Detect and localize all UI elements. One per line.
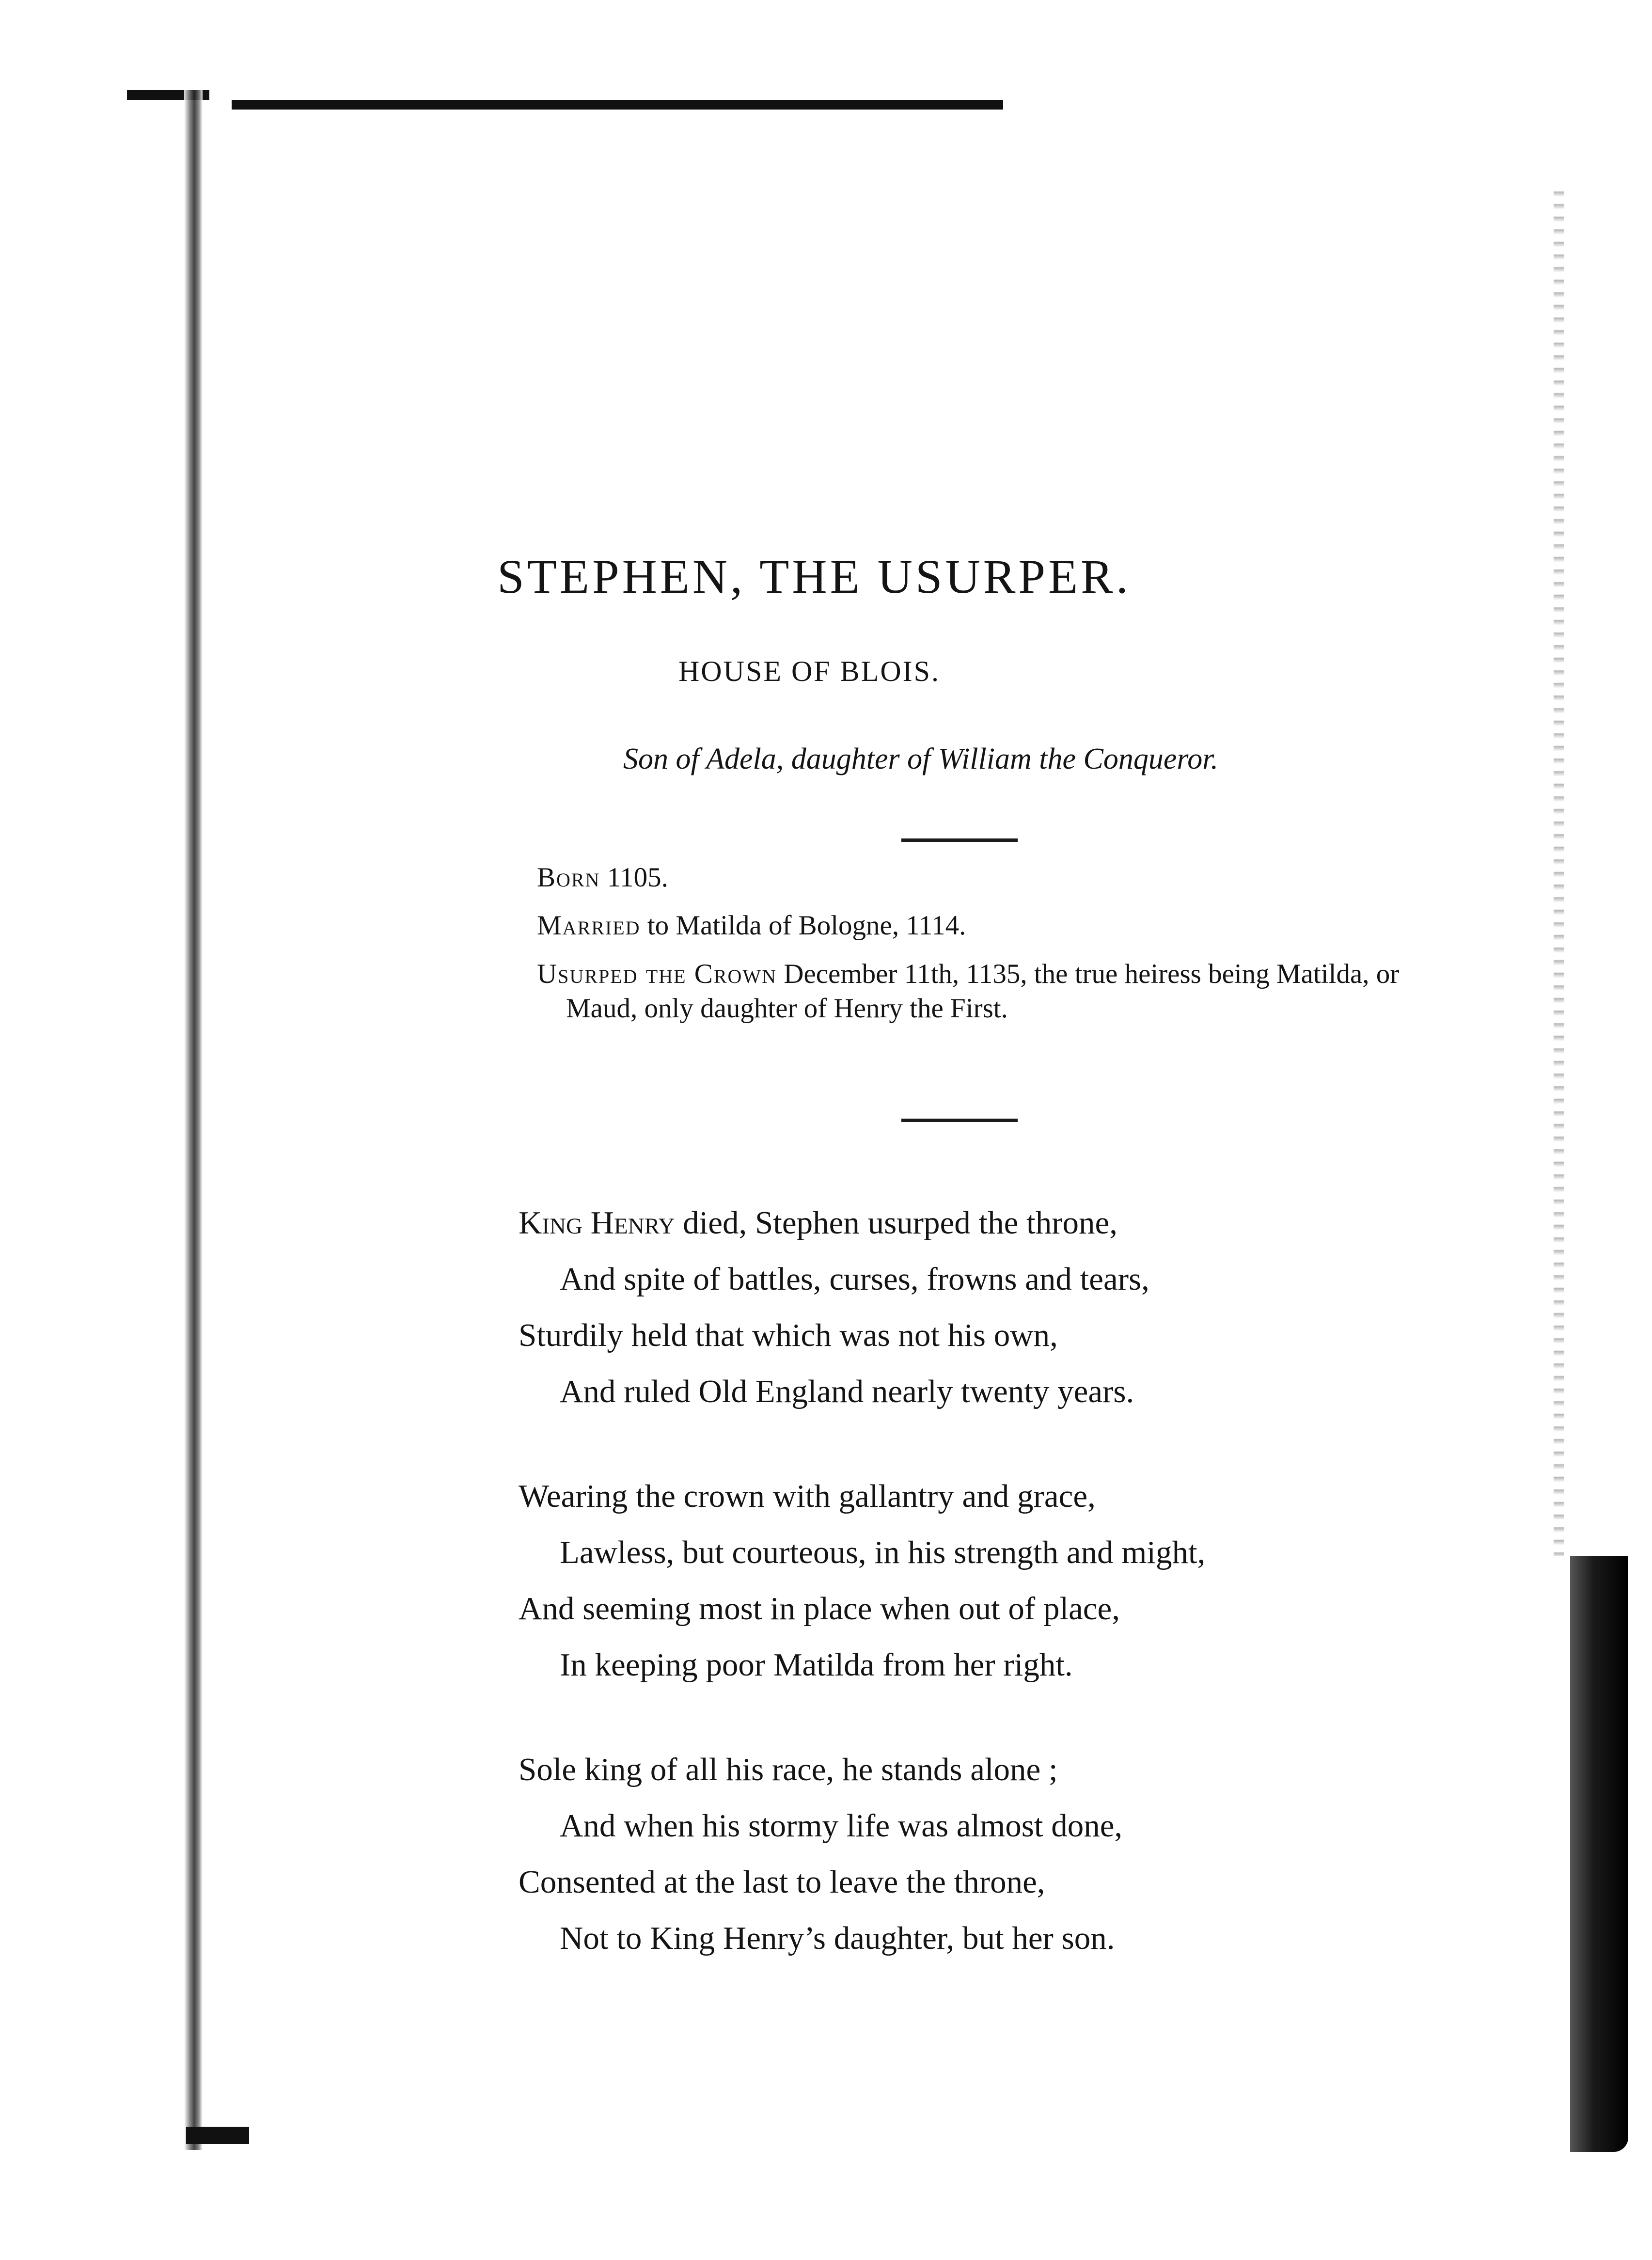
- scan-artifact-right-dots: [1554, 184, 1564, 1556]
- house-heading: HOUSE OF BLOIS.: [678, 655, 941, 687]
- page-title: STEPHEN, THE USURPER.: [497, 550, 1131, 603]
- fact-label: Married: [537, 910, 641, 941]
- verse-line: And seeming most in place when out of place,: [519, 1591, 1120, 1627]
- fact-born: [537, 860, 1409, 895]
- verse-line: In keeping poor Matilda from her right.: [560, 1647, 1073, 1683]
- top-rule: [232, 100, 1003, 110]
- stanza: [519, 1741, 1439, 1966]
- fact-text: to Matilda of Bologne, 1114.: [640, 910, 966, 941]
- verse-line: Wearing the crown with gallantry and grace,: [519, 1478, 1096, 1514]
- verse-line: Sturdily held that which was not his own,: [519, 1317, 1058, 1353]
- verse-line: [519, 1195, 1439, 1251]
- stanza: [519, 1195, 1439, 1420]
- divider-rule: [901, 1119, 1018, 1122]
- scan-artifact-right-edge: [1570, 1556, 1628, 2152]
- scan-artifact-left-edge: [184, 90, 203, 2150]
- divider-rule: [901, 838, 1018, 842]
- facts-list: [537, 860, 1409, 1039]
- verse-text: died, Stephen usurped the throne,: [675, 1205, 1118, 1241]
- verse-line: Sole king of all his race, he stands alone ;: [519, 1752, 1058, 1787]
- verse-line: And ruled Old England nearly twenty years.: [560, 1374, 1134, 1409]
- fact-label: Born: [537, 862, 600, 893]
- fact-married: [537, 908, 1409, 943]
- verse-line: Lawless, but courteous, in his strength and might,: [560, 1534, 1206, 1570]
- small-caps-opening: King Henry: [519, 1205, 675, 1241]
- verse-line: Consented at the last to leave the throne,: [519, 1864, 1045, 1900]
- lineage-line: Son of Adela, daughter of William the Conqueror.: [623, 743, 1218, 775]
- scan-artifact-left-base: [186, 2127, 249, 2144]
- fact-label: Usurped the Crown: [537, 958, 777, 989]
- fact-text: December 11th, 1135, the true heiress being Matilda, or Maud, only daughter of Henry the First.: [566, 958, 1400, 1024]
- poem: [519, 1195, 1439, 2015]
- fact-usurped: [537, 957, 1409, 1026]
- verse-line: Not to King Henry’s daughter, but her son.: [560, 1920, 1115, 1956]
- verse-line: And when his stormy life was almost done,: [560, 1808, 1123, 1844]
- fact-text: 1105.: [600, 862, 668, 893]
- verse-line: And spite of battles, curses, frowns and tears,: [560, 1261, 1149, 1297]
- stanza: [519, 1468, 1439, 1693]
